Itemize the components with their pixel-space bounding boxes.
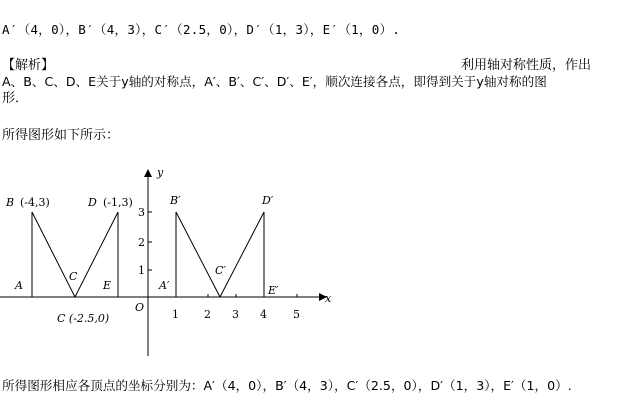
point-c-coordinate: C (-2.5,0): [57, 312, 110, 325]
figure-intro-text: 所得图形如下所示：: [2, 128, 120, 143]
reflected-shape: [176, 212, 264, 297]
x-tick-label-4: 4: [260, 308, 267, 321]
x-axis-label: x: [325, 292, 332, 305]
point-label-d-prime: D′: [262, 194, 274, 207]
analysis-heading: 【解析】: [2, 58, 55, 73]
y-tick-label-1: 1: [138, 264, 145, 277]
point-label-b-prime: B′: [170, 194, 181, 207]
point-label-a-prime: A′: [159, 279, 170, 292]
point-label-a: A: [15, 279, 23, 292]
point-coord-d: (-1,3): [103, 196, 133, 209]
y-axis-label: y: [157, 166, 164, 179]
point-label-e: E: [103, 279, 112, 292]
y-tick-label-2: 2: [138, 236, 145, 249]
y-tick-label-3: 3: [138, 206, 145, 219]
analysis-body-end: 形．: [2, 91, 29, 106]
point-label-c-prime: C′: [215, 264, 226, 277]
point-label-c: C: [69, 270, 78, 283]
point-coord-b: (-4,3): [20, 196, 50, 209]
x-tick-label-5: 5: [293, 308, 300, 321]
point-label-d: D: [88, 196, 97, 209]
analysis-body-line: A、B、C、D、E关于y轴的对称点，A′、B′、C′、D′、E′，顺次连接各点，即得到关于y轴对称的图: [2, 74, 547, 89]
result-coordinates-line: 所得图形相应各顶点的坐标分别为：A′（4，0），B′（4，3），C′（2.5，0），D′（1，3），E′（1，0）.: [2, 378, 572, 393]
coordinate-figure: [0, 158, 340, 363]
answer-coordinates-line: A′（4，0），B′（4，3），C′（2.5，0），D′（1，3），E′（1，0）.: [2, 22, 401, 37]
y-tick-marks: [148, 212, 152, 270]
point-label-e-prime: E′: [268, 284, 279, 297]
origin-label: O: [135, 301, 145, 314]
x-tick-label-2: 2: [204, 308, 211, 321]
x-tick-label-3: 3: [232, 308, 239, 321]
analysis-method-text: 利用轴对称性质，作出: [461, 58, 592, 73]
x-tick-label-1: 1: [172, 308, 179, 321]
point-label-b: B: [6, 196, 15, 209]
